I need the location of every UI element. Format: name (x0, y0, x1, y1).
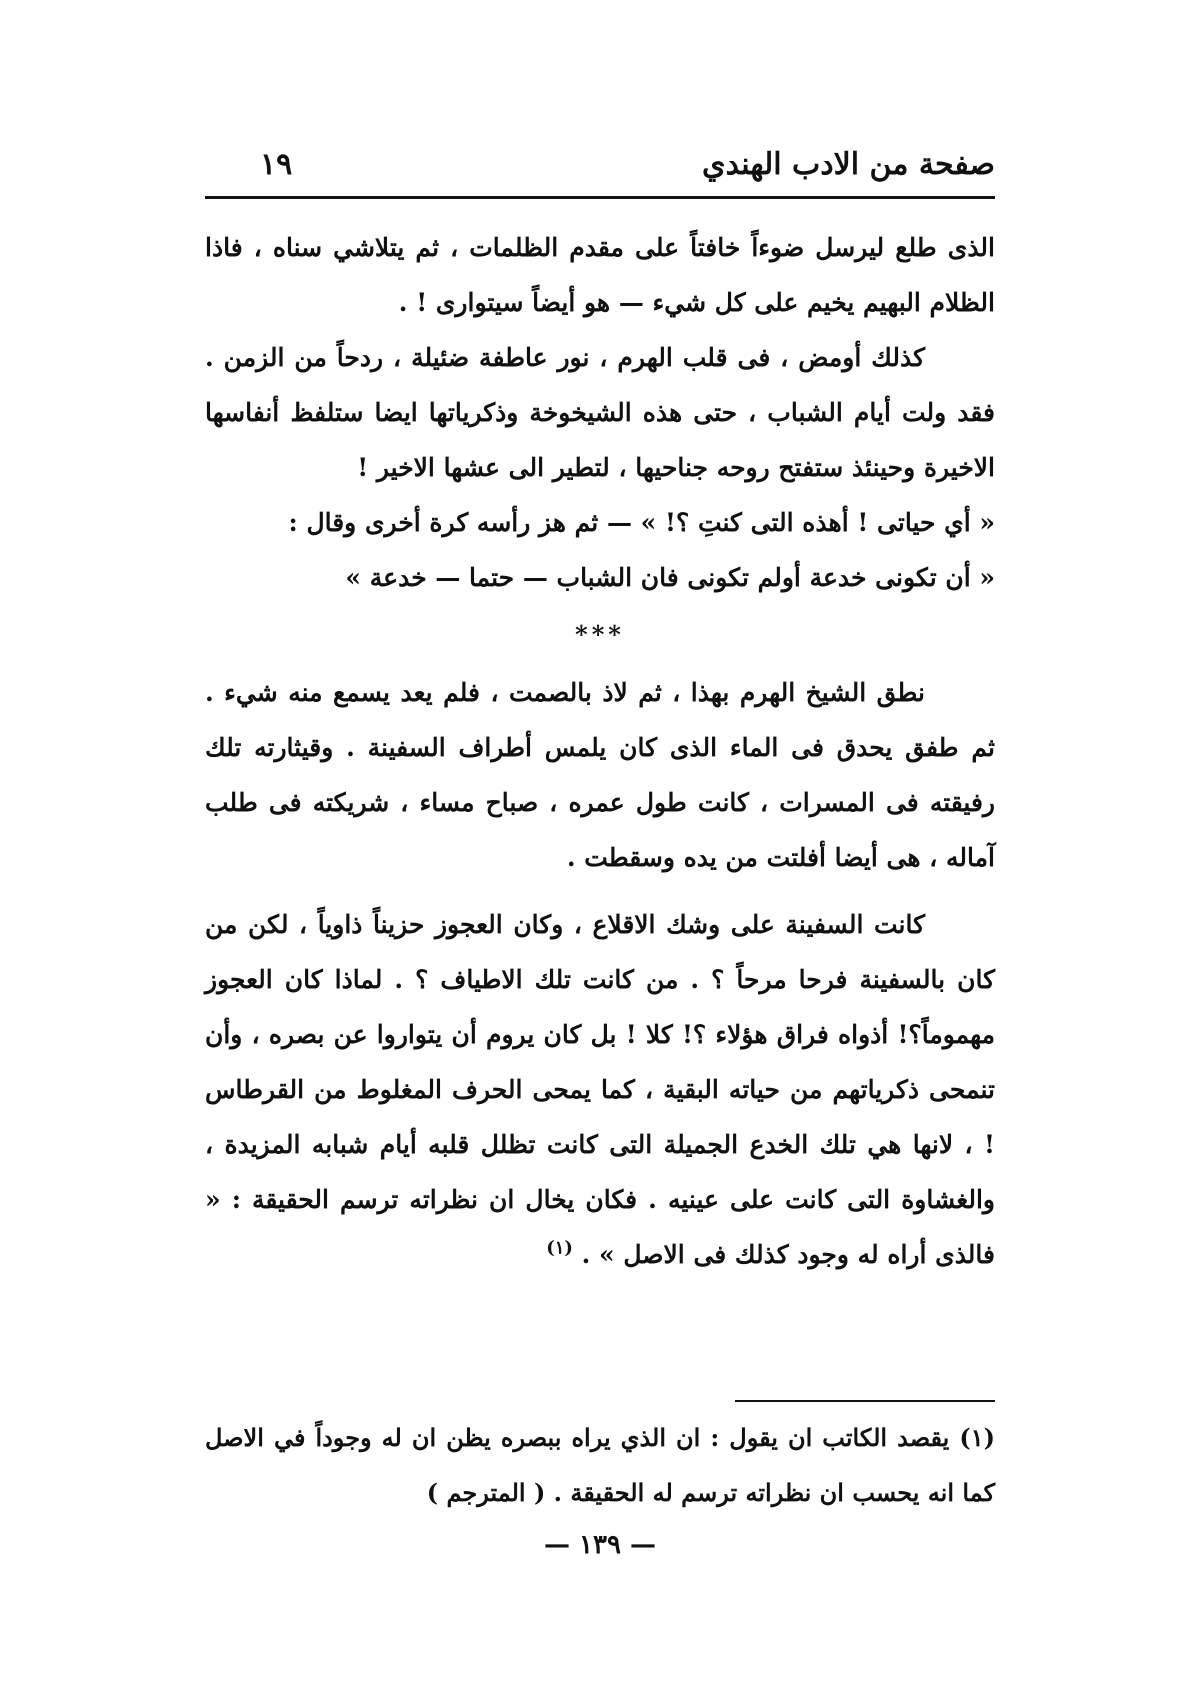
header-rule (205, 196, 995, 199)
paragraph-1: الذى طلع ليرسل ضوءاً خافتاً على مقدم الظلمات ، ثم يتلاشي سناه ، فاذا الظلام البهيم يخيم على كل شيء — هو أيضاً سيتوارى ! . (205, 233, 995, 317)
header-page-number: ١٩ (260, 147, 293, 182)
page-header (205, 140, 995, 190)
paragraph-3: نطق الشيخ الهرم بهذا ، ثم لاذ بالصمت ، فلم يعد يسمع منه شيء . ثم طفق يحدق فى الماء الذى كان يلمس أطراف السفينة . وقيثارته تلك رفيقته فى المسرات ، كانت طول عمره ، صباح مساء ، شريكته فى طلب آماله ، هى أيضا أفلتت من يده وسقطت . (205, 678, 995, 872)
body-text (205, 220, 995, 1282)
footnote-reference: (١) (546, 1237, 573, 1259)
footnote: (١) يقصد الكاتب ان يقول : ان الذي يراه ببصره يظن ان له وجوداً في الاصل كما انه يحسب ان نظراته ترسم له الحقيقة . ( المترجم ) (205, 1423, 995, 1507)
paragraph-2: كذلك أومض ، فى قلب الهرم ، نور عاطفة ضئيلة ، ردحاً من الزمن . فقد ولت أيام الشباب ، حتى هذه الشيخوخة وذكرياتها ايضا ستلفظ أنفاسها الاخيرة وحينئذ ستفتح روحه جناحيها ، لتطير الى عشها الاخير ! (205, 343, 995, 482)
paragraph-4 (205, 897, 995, 1282)
quote-1: « أي حياتى ! أهذه التى كنتِ ؟! » — ثم هز رأسه كرة أخرى وقال : (288, 508, 995, 537)
paragraph-4-text: كانت السفينة على وشك الاقلاع ، وكان العجوز حزيناً ذاوياً ، لكن من كان بالسفينة فرحا مرحاً ؟ . من كانت تلك الاطياف ؟ . لماذا كان العجوز مهموماً؟! أذواه فراق هؤلاء ؟! كلا ! بل كان يروم أن يتواروا عن بصره ، وأن تنمحى ذكرياتهم من حياته البقية ، كما يمحى الحرف المغلوط من القرطاس ! ، لانها هي تلك الخدع الجميلة التى كانت تظلل قلبه أيام شبابه المزيدة ، والغشاوة التى كانت على عينيه . فكان يخال ان نظراته ترسم الحقيقة : « فالذى أراه له وجود كذلك فى الاصل » . (205, 910, 995, 1269)
section-separator: *** (575, 620, 625, 649)
footnote-rule (735, 1400, 995, 1402)
quote-2: « أن تكونى خدعة أولم تكونى فان الشباب — حتما — خدعة » (345, 563, 995, 592)
running-title: صفحة من الادب الهندي (702, 147, 995, 182)
page-number: — ١٣٩ — (543, 1530, 657, 1560)
